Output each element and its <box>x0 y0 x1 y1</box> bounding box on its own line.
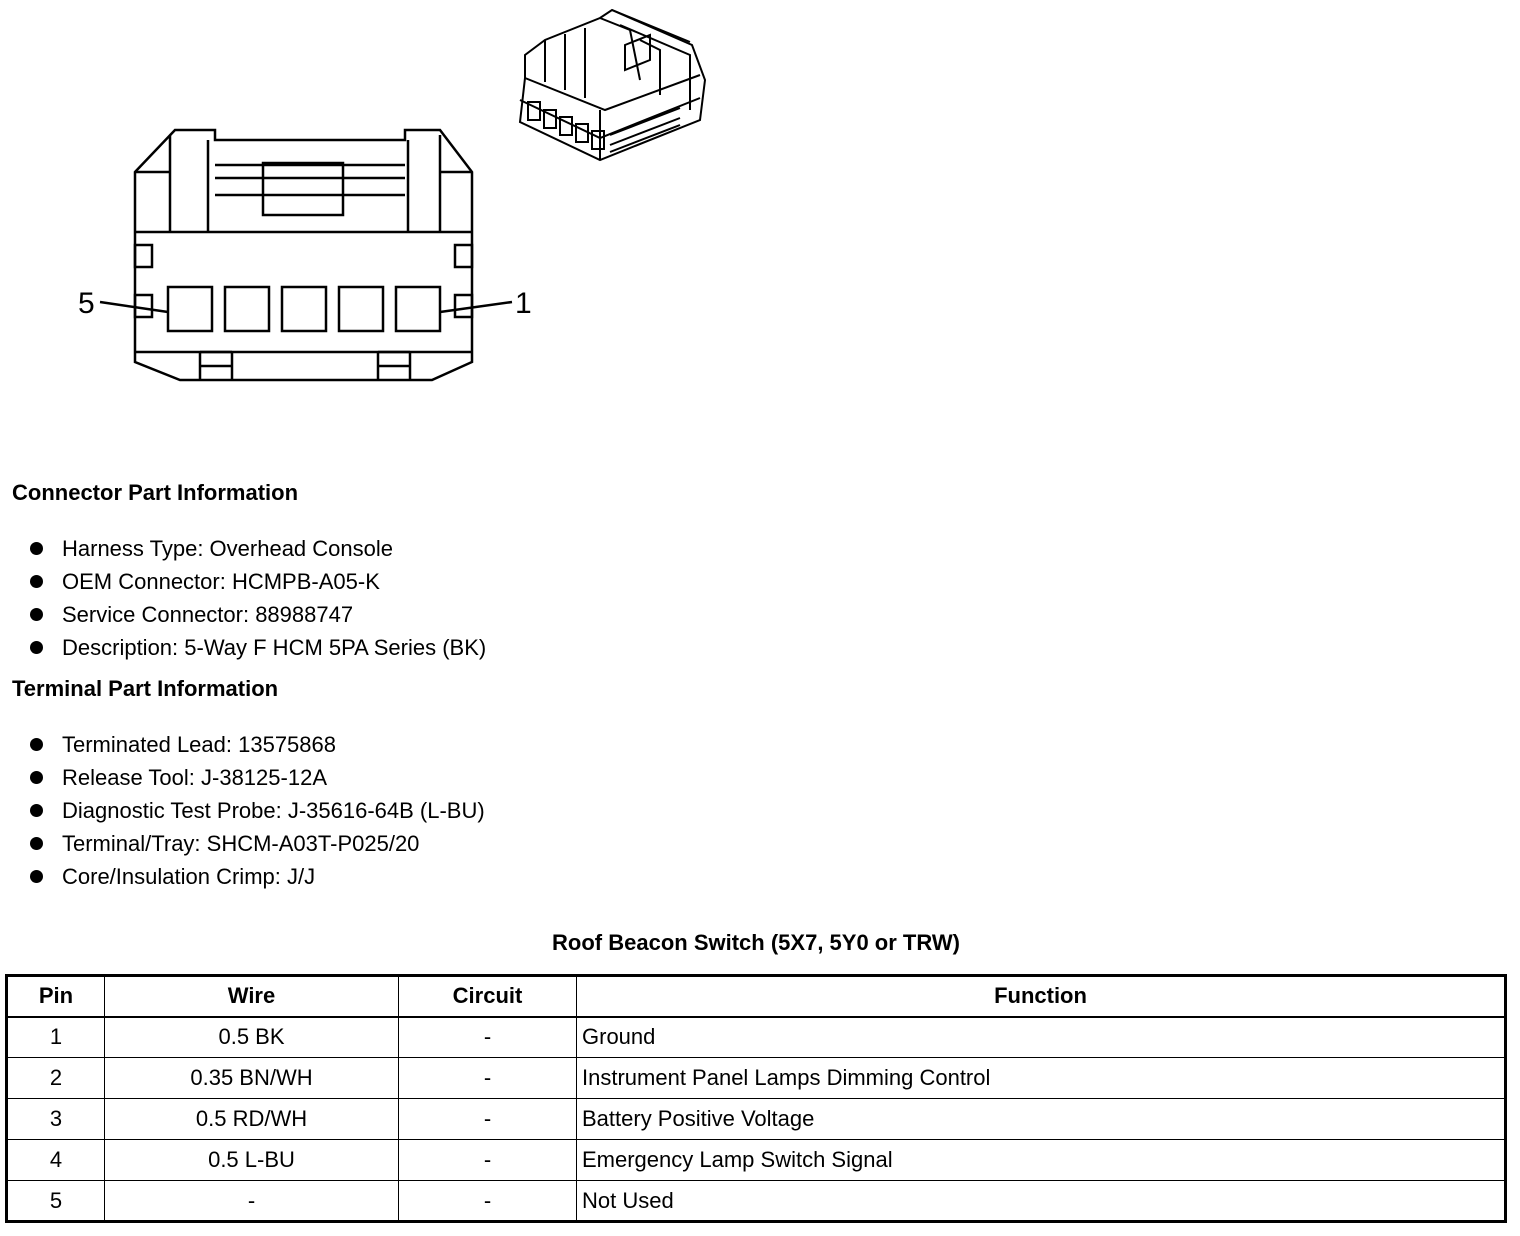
table-row <box>7 1099 1506 1140</box>
top-latch <box>135 165 472 232</box>
header-wire: Wire <box>105 976 399 1017</box>
cavity-4 <box>225 287 269 331</box>
cell-wire: 0.35 BN/WH <box>105 1058 399 1099</box>
table-row <box>7 1140 1506 1181</box>
cell-circuit: - <box>399 1181 577 1222</box>
connector-diagram <box>0 0 760 400</box>
list-item: Service Connector: 88988747 <box>30 598 486 631</box>
left-latch <box>135 135 208 232</box>
cell-circuit: - <box>399 1140 577 1181</box>
cell-circuit: - <box>399 1099 577 1140</box>
cell-wire: 0.5 L-BU <box>105 1140 399 1181</box>
pin-label-1: 1 <box>515 287 532 320</box>
side-notch <box>135 295 152 317</box>
list-item: Terminated Lead: 13575868 <box>30 728 485 761</box>
cell-circuit: - <box>399 1017 577 1058</box>
header-pin: Pin <box>7 976 105 1017</box>
cavity-5 <box>168 287 212 331</box>
bottom-key <box>378 352 410 380</box>
list-item: Harness Type: Overhead Console <box>30 532 486 565</box>
terminal-info-list <box>30 728 485 893</box>
list-item: Diagnostic Test Probe: J-35616-64B (L-BU) <box>30 794 485 827</box>
cell-wire: - <box>105 1181 399 1222</box>
list-item: Release Tool: J-38125-12A <box>30 761 485 794</box>
cell-pin: 1 <box>7 1017 105 1058</box>
list-item: Description: 5-Way F HCM 5PA Series (BK) <box>30 631 486 664</box>
pin-table <box>5 974 1507 1223</box>
side-notch <box>135 245 152 267</box>
cell-pin: 2 <box>7 1058 105 1099</box>
cell-circuit: - <box>399 1058 577 1099</box>
table-row <box>7 1058 1506 1099</box>
cavity-2 <box>339 287 383 331</box>
cell-function: Battery Positive Voltage <box>577 1099 1506 1140</box>
cell-function: Ground <box>577 1017 1506 1058</box>
pin-label-5: 5 <box>78 287 95 320</box>
header-function: Function <box>577 976 1506 1017</box>
cell-wire: 0.5 RD/WH <box>105 1099 399 1140</box>
cell-function: Emergency Lamp Switch Signal <box>577 1140 1506 1181</box>
cell-pin: 3 <box>7 1099 105 1140</box>
header-circuit: Circuit <box>399 976 577 1017</box>
connector-face-outline <box>135 130 472 380</box>
side-notch <box>455 245 472 267</box>
pin-1-leader <box>440 302 512 312</box>
cell-pin: 5 <box>7 1181 105 1222</box>
lock-tab <box>263 163 343 215</box>
list-item: Terminal/Tray: SHCM-A03T-P025/20 <box>30 827 485 860</box>
connector-info-title: Connector Part Information <box>12 480 299 505</box>
cell-function: Instrument Panel Lamps Dimming Control <box>577 1058 1506 1099</box>
list-item: OEM Connector: HCMPB-A05-K <box>30 565 486 598</box>
cell-function: Not Used <box>577 1181 1506 1222</box>
connector-isometric-view <box>520 10 705 160</box>
side-notch <box>455 295 472 317</box>
table-row <box>7 1181 1506 1222</box>
table-row <box>7 1017 1506 1058</box>
list-item: Core/Insulation Crimp: J/J <box>30 860 485 893</box>
terminal-info-title: Terminal Part Information <box>12 676 279 701</box>
cell-pin: 4 <box>7 1140 105 1181</box>
table-title: Roof Beacon Switch (5X7, 5Y0 or TRW) <box>552 930 960 955</box>
table-header-row <box>7 976 1506 1017</box>
connector-info-list <box>30 532 486 664</box>
cavity-1 <box>396 287 440 331</box>
cell-wire: 0.5 BK <box>105 1017 399 1058</box>
cavity-3 <box>282 287 326 331</box>
right-latch <box>408 135 472 232</box>
bottom-key <box>200 352 232 380</box>
